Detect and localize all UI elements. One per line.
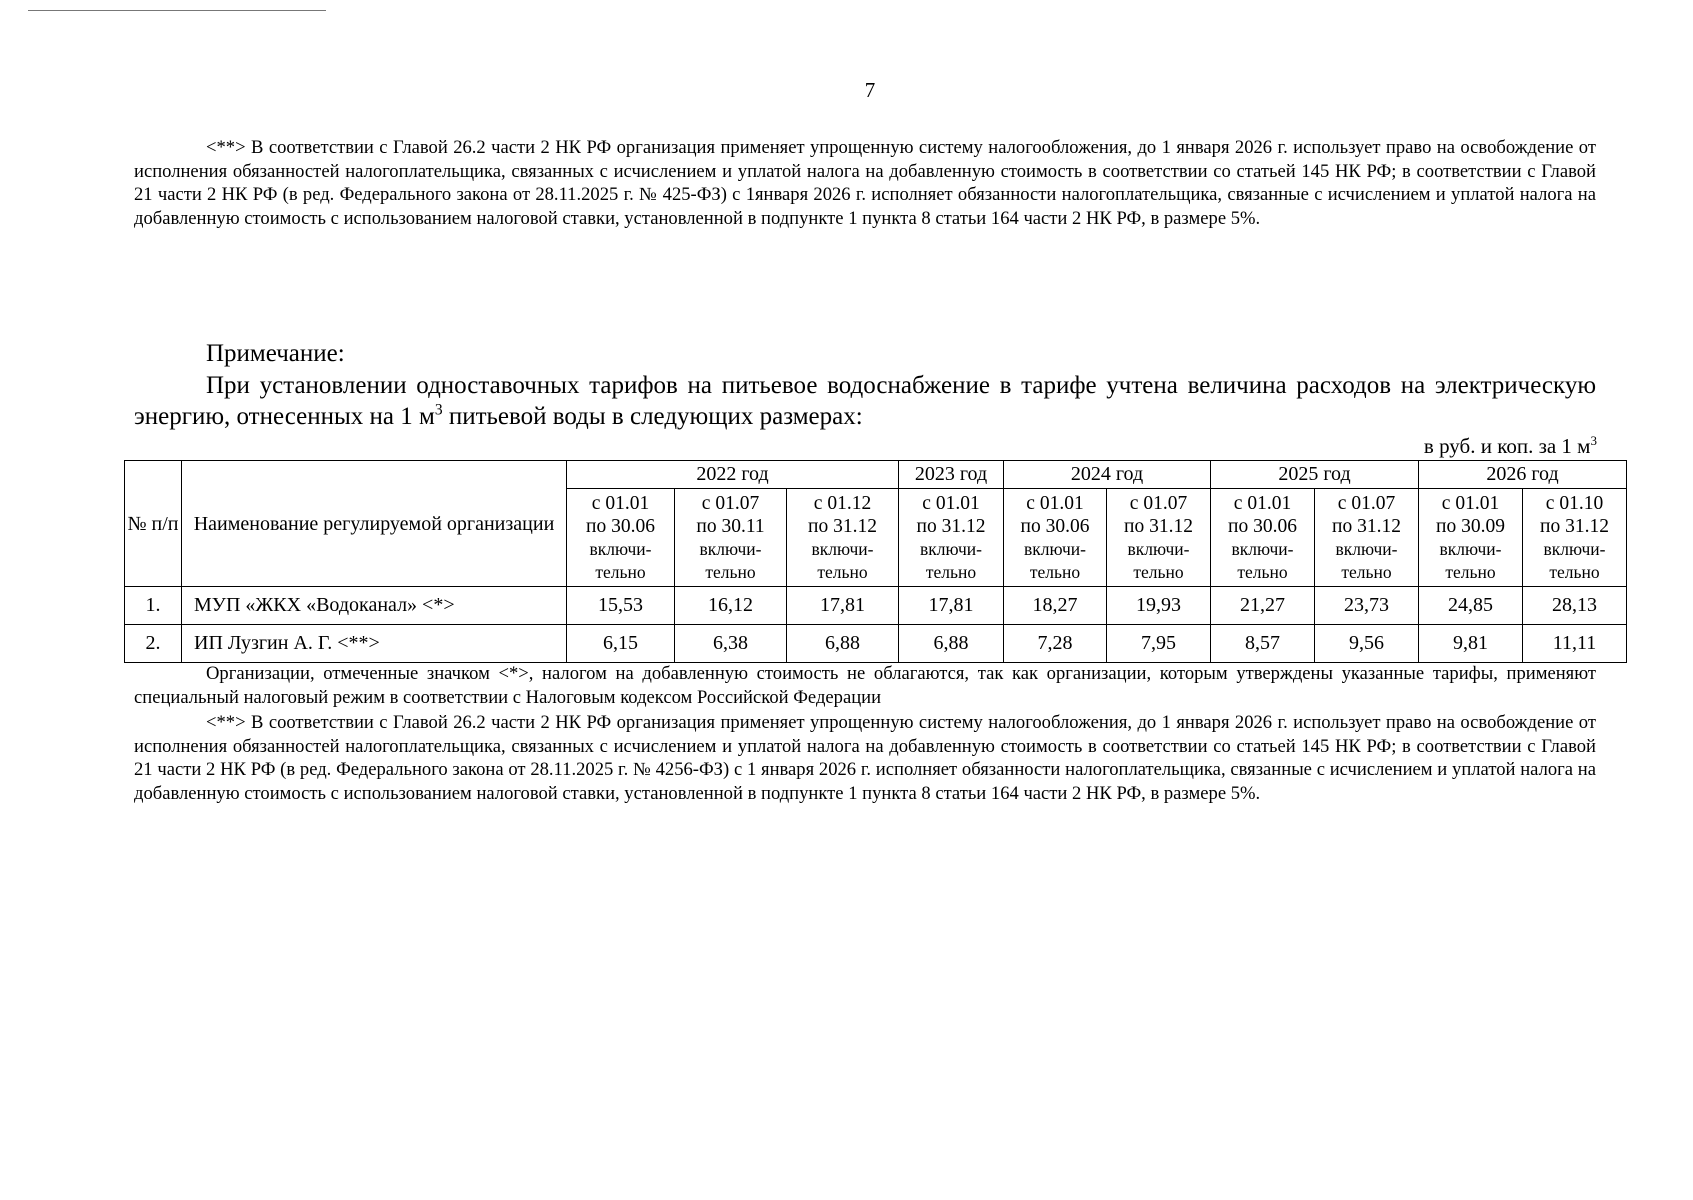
period-to: по 31.12 — [1540, 515, 1609, 537]
period-to: по 30.06 — [1020, 515, 1090, 537]
note-text-end: питьевой воды в следующих размерах: — [442, 403, 863, 430]
org-name: ИП Лузгин А. Г. <**> — [182, 625, 567, 663]
period-header-cell — [1107, 489, 1211, 587]
tariff-value: 18,27 — [1004, 587, 1107, 625]
table-body — [125, 587, 1627, 663]
period-inclusive-w1: включи- — [1439, 538, 1502, 559]
table-row — [125, 587, 1627, 625]
period-inclusive-w2: тельно — [1549, 561, 1600, 582]
period-inclusive-w1: включи- — [1024, 538, 1086, 559]
year-header-cell: 2023 год — [899, 461, 1004, 489]
period-to: по 30.06 — [586, 515, 655, 537]
footnote-text: <**> В соответствии с Главой 26.2 части 2 НК РФ организация применяет упрощенную систему налогообложения, до 1 января 2026 г. использует право на освобождение от исполнения обязанностей налогоплательщика, связанных с исчислением и уплатой налога на добавленную стоимость в соответствии со статьей 145 НК РФ; в соответствии с Главой 21 части 2 НК РФ (в ред. Федерального закона от 28.11.2025 г. № 425-ФЗ) с 1января 2026 г. исполняет обязанности налогоплательщика, связанные с исчислением и уплатой налога на добавленную стоимость с использованием налоговой ставки, установленной в подпункте 1 пункта 8 статьи 164 части 2 НК РФ, в размере 5%. — [134, 137, 1596, 229]
units-text: в руб. и коп. за 1 м — [1423, 434, 1591, 458]
tariff-value: 8,57 — [1211, 625, 1315, 663]
header-number: № п/п — [125, 461, 182, 587]
period-to: по 31.12 — [916, 515, 986, 537]
period-to: по 30.09 — [1436, 515, 1505, 537]
period-from: с 01.01 — [591, 492, 650, 514]
tariff-value: 6,15 — [567, 625, 675, 663]
note-sup: 3 — [434, 401, 443, 419]
page-number: 7 — [864, 78, 876, 102]
year-header-cell: 2022 год — [567, 461, 899, 489]
period-from: с 01.12 — [813, 492, 872, 514]
period-inclusive-w1: включи- — [1127, 538, 1190, 559]
period-from: с 01.07 — [1129, 492, 1188, 514]
period-inclusive-w1: включи- — [699, 538, 762, 559]
tariff-value: 17,81 — [787, 587, 899, 625]
period-header-cell — [1211, 489, 1315, 587]
period-to: по 31.12 — [1332, 515, 1401, 537]
row-number: 1. — [125, 587, 182, 625]
period-from: с 01.01 — [1441, 492, 1500, 514]
period-header-cell — [787, 489, 899, 587]
footnote-text: <**> В соответствии с Главой 26.2 части 2 НК РФ организация применяет упрощенную систему налогообложения, до 1 января 2026 г. использует право на освобождение от исполнения обязанностей налогоплательщика, связанных с исчислением и уплатой налога на добавленную стоимость в соответствии со статьей 145 НК РФ; в соответствии с Главой 21 части 2 НК РФ (в ред. Федерального закона от 28.11.2025 г. № 4256-ФЗ) с 1 января 2026 г. исполняет обязанности налогоплательщика, связанные с исчислением и уплатой налога на добавленную стоимость с использованием налоговой ставки, установленной в подпункте 1 пункта 8 статьи 164 части 2 НК РФ, в размере 5%. — [134, 712, 1596, 804]
period-inclusive-w2: тельно — [595, 561, 646, 582]
period-inclusive-w1: включи- — [920, 538, 982, 559]
tariff-value: 9,56 — [1315, 625, 1419, 663]
period-from: с 01.07 — [701, 492, 760, 514]
note-title: Примечание: — [206, 340, 345, 367]
note-text: При установлении одноставочных тарифов на питьевое водоснабжение в тарифе учтена величина расходов на электрическую энергию, отнесенных на 1 м — [134, 372, 1596, 430]
period-from: с 01.07 — [1337, 492, 1396, 514]
tariff-value: 7,95 — [1107, 625, 1211, 663]
tariff-value: 6,38 — [675, 625, 787, 663]
period-inclusive-w2: тельно — [925, 561, 977, 582]
units-label — [1424, 434, 1597, 459]
period-inclusive-w1: включи- — [1543, 538, 1606, 559]
tariff-value: 15,53 — [567, 587, 675, 625]
period-inclusive-w2: тельно — [1133, 561, 1184, 582]
footnote-double-star-top — [134, 136, 1596, 230]
note-body — [134, 370, 1596, 432]
period-header-cell — [1315, 489, 1419, 587]
tariff-value: 6,88 — [787, 625, 899, 663]
period-inclusive-w2: тельно — [1341, 561, 1392, 582]
period-header-cell — [1004, 489, 1107, 587]
period-from: с 01.01 — [1026, 492, 1084, 514]
tariff-value: 7,28 — [1004, 625, 1107, 663]
period-header-cell — [567, 489, 675, 587]
year-header-row — [125, 461, 1627, 489]
tariff-value: 9,81 — [1419, 625, 1523, 663]
period-inclusive-w1: включи- — [1231, 538, 1294, 559]
tariff-value: 11,11 — [1523, 625, 1627, 663]
period-from: с 01.01 — [922, 492, 980, 514]
period-inclusive-w2: тельно — [1445, 561, 1496, 582]
period-to: по 30.06 — [1228, 515, 1297, 537]
tariff-table — [124, 460, 1627, 663]
top-rule — [28, 10, 326, 11]
period-from: с 01.10 — [1545, 492, 1604, 514]
period-header-cell — [675, 489, 787, 587]
period-header-cell — [1419, 489, 1523, 587]
footnote-double-star-bottom — [134, 711, 1596, 805]
tariff-value: 16,12 — [675, 587, 787, 625]
tariff-value: 19,93 — [1107, 587, 1211, 625]
period-to: по 31.12 — [808, 515, 877, 537]
units-sup: 3 — [1590, 433, 1597, 448]
period-from: с 01.01 — [1233, 492, 1292, 514]
period-to: по 30.11 — [696, 515, 765, 537]
year-header-cell: 2026 год — [1419, 461, 1627, 489]
year-header-cell: 2024 год — [1004, 461, 1211, 489]
footnote-single-star: Организации, отмеченные значком <*>, налогом на добавленную стоимость не облагаются, так как организации, которым утверждены указанные тарифы, применяют специальный налоговый режим в соответствии с Налоговым кодексом Российской Федерации — [134, 663, 1596, 708]
header-org-name: Наименование регулируемой организации — [182, 461, 567, 587]
tariff-value: 28,13 — [1523, 587, 1627, 625]
period-inclusive-w1: включи- — [1335, 538, 1398, 559]
period-inclusive-w2: тельно — [817, 561, 868, 582]
tariff-value: 6,88 — [899, 625, 1004, 663]
period-inclusive-w2: тельно — [1237, 561, 1288, 582]
org-name: МУП «ЖКХ «Водоканал» <*> — [182, 587, 567, 625]
period-header-cell — [1523, 489, 1627, 587]
tariff-value: 21,27 — [1211, 587, 1315, 625]
year-header-cell: 2025 год — [1211, 461, 1419, 489]
period-inclusive-w1: включи- — [811, 538, 874, 559]
period-to: по 31.12 — [1124, 515, 1193, 537]
tariff-value: 23,73 — [1315, 587, 1419, 625]
tariff-value: 17,81 — [899, 587, 1004, 625]
period-inclusive-w2: тельно — [1029, 561, 1081, 582]
period-inclusive-w2: тельно — [705, 561, 756, 582]
row-number: 2. — [125, 625, 182, 663]
period-header-cell — [899, 489, 1004, 587]
period-inclusive-w1: включи- — [589, 538, 652, 559]
table-row — [125, 625, 1627, 663]
tariff-value: 24,85 — [1419, 587, 1523, 625]
